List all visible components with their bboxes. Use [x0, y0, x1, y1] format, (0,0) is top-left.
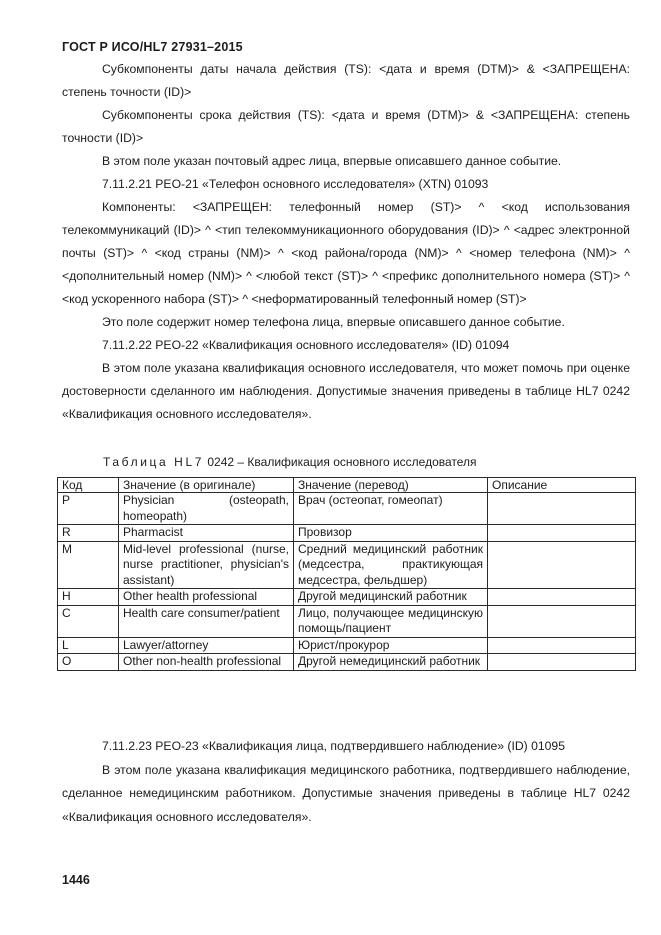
- cell-original: Health care consumer/patient: [119, 605, 294, 637]
- table-row: [58, 654, 636, 671]
- cell-code: O: [58, 654, 119, 671]
- cell-description: [488, 525, 636, 542]
- cell-description: [488, 589, 636, 606]
- table-row: [58, 525, 636, 542]
- cell-code: H: [58, 589, 119, 606]
- section-heading-7-11-2-22: 7.11.2.22 PEO-22 «Квалификация основного исследователя» (ID) 01094: [102, 338, 510, 352]
- paragraph-qualification-description: В этом поле указана квалификация основного исследователя, что может помочь при оценке достоверности сделанного им наблюдения. Допустимые значения приведены в таблице HL7 0242 «Квалификация основного исследователя».: [62, 361, 630, 421]
- cell-description: [488, 605, 636, 637]
- table-caption: [103, 455, 477, 469]
- cell-translation: Лицо, получающее медицинскую помощь/пациент: [294, 605, 488, 637]
- body-text-top: [62, 58, 630, 426]
- paragraph-start-date-subcomponents: Субкомпоненты даты начала действия (TS): <дата и время (DTM)> & <ЗАПРЕЩЕНА: степень точности (ID)>: [62, 62, 630, 99]
- section-heading-7-11-2-21: 7.11.2.21 PEO-21 «Телефон основного исследователя» (XTN) 01093: [102, 177, 489, 191]
- cell-code: P: [58, 493, 119, 525]
- table-row: [58, 637, 636, 654]
- header-translation: Значение (перевод): [294, 478, 488, 493]
- cell-original: Other non-health professional: [119, 654, 294, 671]
- table-caption-dash: –: [237, 455, 245, 469]
- header-original: Значение (в оригинале): [119, 478, 294, 493]
- document-header: ГОСТ Р ИСО/HL7 27931–2015: [62, 40, 243, 54]
- table-caption-number: 0242: [207, 455, 235, 469]
- cell-original: Physician (osteopath, homeopath): [119, 493, 294, 525]
- cell-translation: Врач (остеопат, гомеопат): [294, 493, 488, 525]
- cell-translation: Провизор: [294, 525, 488, 542]
- cell-code: L: [58, 637, 119, 654]
- qualification-table: [57, 477, 636, 671]
- cell-description: [488, 637, 636, 654]
- table-row: [58, 605, 636, 637]
- cell-translation: Средний медицинский работник (медсестра, практикующая медсестра, фельдшер): [294, 541, 488, 589]
- section-heading-7-11-2-23: 7.11.2.23 PEO-23 «Квалификация лица, подтвердившего наблюдение» (ID) 01095: [102, 739, 565, 753]
- cell-description: [488, 541, 636, 589]
- cell-translation: Другой медицинский работник: [294, 589, 488, 606]
- table-row: [58, 541, 636, 589]
- body-text-bottom: [62, 735, 630, 829]
- cell-translation: Другой немедицинский работник: [294, 654, 488, 671]
- paragraph-phone-components: Компоненты: <ЗАПРЕЩЕН: телефонный номер (ST)> ^ <код использования телекоммуникаций (ID)> ^ <тип телекоммуникационного оборудования (ID)> ^ <адрес электронной почты (ST)> ^ <код страны (NM)> ^ <код района/города (NM)> ^ <номер телефона (NM)> ^ <дополнительный номер (NM)> ^ <любой текст (ST)> ^ <префикс дополнительного номера (ST)> ^ <код ускоренного набора (ST)> ^ <неформатированный телефонный номер (ST)>: [62, 200, 630, 306]
- table-row: [58, 493, 636, 525]
- cell-original: Lawyer/attorney: [119, 637, 294, 654]
- cell-original: Other health professional: [119, 589, 294, 606]
- header-code: Код: [58, 478, 119, 493]
- paragraph-address-description: В этом поле указан почтовый адрес лица, впервые описавшего данное событие.: [102, 154, 562, 168]
- paragraph-confirmer-qualification: В этом поле указана квалификация медицинского работника, подтвердившего наблюдение, сделанное немедицинским работником. Допустимые значения приведены в таблице HL7 0242 «Квалификация основного исследователя».: [62, 762, 630, 824]
- paragraph-phone-description: Это поле содержит номер телефона лица, впервые описавшего данное событие.: [102, 315, 565, 329]
- table-caption-title: Квалификация основного исследователя: [247, 455, 477, 469]
- header-description: Описание: [488, 478, 636, 493]
- cell-translation: Юрист/прокурор: [294, 637, 488, 654]
- table-row: [58, 589, 636, 606]
- table-header-row: [58, 478, 636, 493]
- cell-description: [488, 654, 636, 671]
- cell-code: C: [58, 605, 119, 637]
- cell-original: Pharmacist: [119, 525, 294, 542]
- table-caption-label: Таблица HL7: [103, 455, 204, 469]
- cell-code: M: [58, 541, 119, 589]
- cell-description: [488, 493, 636, 525]
- paragraph-duration-subcomponents: Субкомпоненты срока действия (TS): <дата и время (DTM)> & <ЗАПРЕЩЕНА: степень точности (ID)>: [62, 108, 630, 145]
- cell-code: R: [58, 525, 119, 542]
- page-number: 1446: [62, 873, 90, 887]
- cell-original: Mid-level professional (nurse, nurse practitioner, physician's assistant): [119, 541, 294, 589]
